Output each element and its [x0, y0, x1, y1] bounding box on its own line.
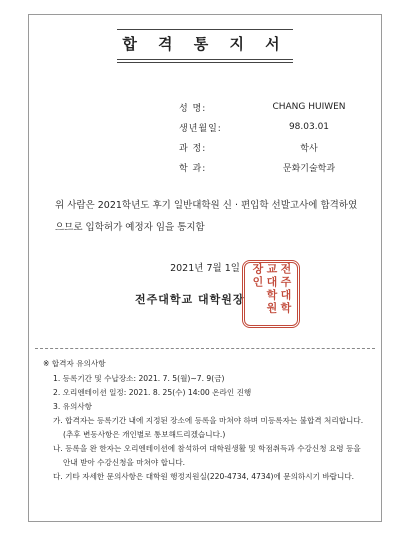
info-value: CHANG HUIWEN — [272, 102, 346, 112]
info-label: 과 정: — [179, 143, 207, 154]
section-divider — [35, 348, 375, 349]
seal-text: 전주대학교대학원장인 — [251, 263, 292, 315]
document-title: 합 격 통 지 서 — [122, 35, 288, 53]
note-item: 가. 합격자는 등록기간 내에 지정된 장소에 등록을 마쳐야 하며 미등록자는 불합격 처리합니다.(추후 변동사항은 개인별로 통보해드리겠습니다.) — [53, 416, 364, 439]
official-seal — [242, 260, 300, 328]
info-label: 학 과: — [179, 163, 207, 174]
info-row-program — [179, 137, 369, 157]
notes-heading: ※ 합격자 유의사항 — [43, 359, 106, 368]
issue-date: 2021년 7월 1일 — [170, 263, 240, 274]
notice-body: 위 사람은 2021학년도 후기 일반대학원 신 · 편입학 선발고사에 합격하였으므로 입학허가 예정자 임을 통지함 — [55, 200, 358, 233]
note-item: 2. 오리엔테이션 일정: 2021. 8. 25(수) 14:00 온라인 진행 — [53, 388, 252, 397]
info-row-department — [179, 157, 369, 177]
admission-letter — [28, 14, 382, 522]
title-top-rule — [117, 29, 293, 30]
applicant-info — [179, 97, 369, 177]
info-value: 문화기술학과 — [282, 163, 336, 174]
info-label: 생년월일: — [179, 123, 222, 134]
info-row-name — [179, 97, 369, 117]
title-bottom-rule — [117, 59, 293, 60]
info-label: 성 명: — [179, 103, 207, 114]
note-item: 나. 등록을 완 한자는 오리엔테이션에 참석하여 대학원생활 및 학점취득과 수강신청 요령 등을 안내 받아 수강신청을 마쳐야 합니다. — [53, 444, 361, 467]
note-item: 1. 등록기간 및 수납장소: 2021. 7. 5(월)~7. 9(금) — [53, 374, 225, 383]
title-bottom-rule-2 — [117, 62, 293, 63]
note-item: 3. 유의사항 — [53, 402, 93, 411]
info-value: 학사 — [300, 143, 318, 154]
note-item: 다. 기타 자세한 문의사항은 대학원 행정지원실(220-4734, 4734)에 문의하시기 바랍니다. — [53, 472, 355, 481]
issuer-name: 전주대학교 대학원장 — [135, 293, 245, 306]
info-row-birthdate — [179, 117, 369, 137]
notes-section — [43, 357, 365, 484]
info-value: 98.03.01 — [288, 122, 330, 132]
